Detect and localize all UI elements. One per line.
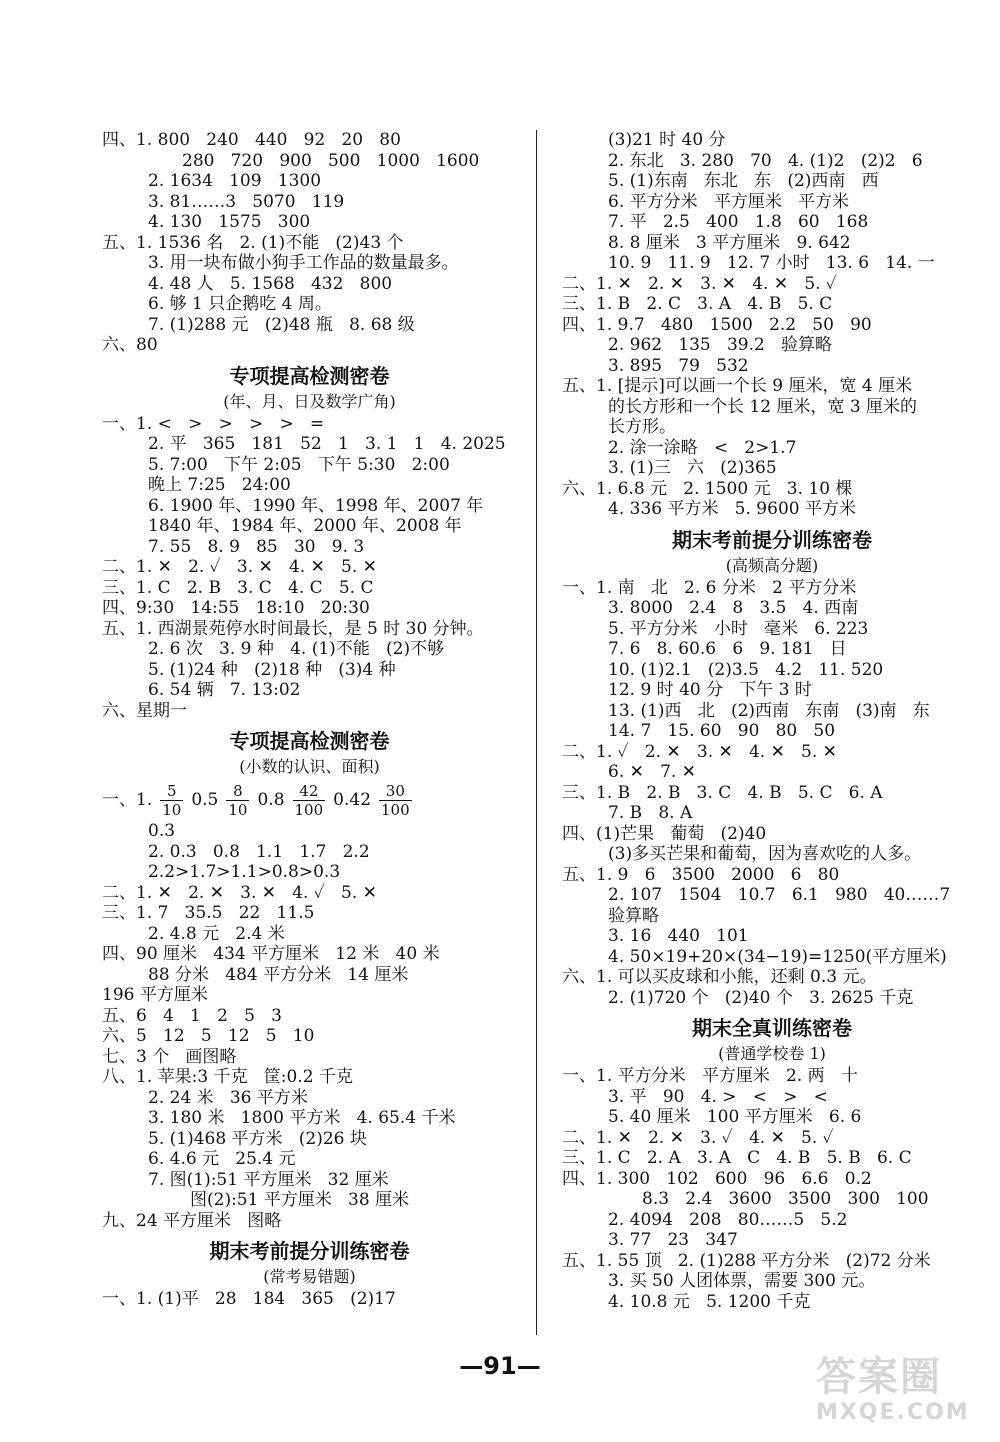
answer-line: 7. B 8. A bbox=[608, 803, 693, 823]
answer-line: 晚上 7:25 24:00 bbox=[148, 475, 291, 495]
answer-line: 7. (1)288 元 (2)48 瓶 8. 68 级 bbox=[148, 314, 415, 335]
answer-line: 一、1. < > > > > = bbox=[102, 413, 325, 434]
answer-line: 2. 4.8 元 2.4 米 bbox=[148, 923, 285, 944]
answer-line: 六、5 12 5 12 5 10 bbox=[102, 1026, 315, 1046]
answer-line: 2. 涂一涂略 < 2>1.7 bbox=[608, 437, 797, 458]
answer-line: 四、1. 9.7 480 1500 2.2 50 90 bbox=[562, 314, 872, 335]
answer-line: 五、1. [提示]可以画一个长 9 厘米，宽 4 厘米 bbox=[562, 376, 913, 396]
answer-line: 二、1. ✓ 2. ✕ 3. ✕ 4. ✕ 5. ✕ bbox=[562, 741, 837, 762]
fraction: $\frac{30}{100}$ bbox=[381, 782, 410, 819]
decimal-value: 0.42 bbox=[333, 790, 372, 810]
answer-line: 2. 6 次 3. 9 种 4. (1)不能 (2)不够 bbox=[148, 639, 445, 659]
answer-line: 3. (1)三 六 (2)365 bbox=[608, 458, 777, 478]
answer-line: 3. 77 23 347 bbox=[608, 1230, 738, 1250]
watermark-text: 答案圈 bbox=[816, 1354, 942, 1400]
section-title: 期末考前提分训练密卷 bbox=[672, 527, 872, 552]
answer-line: 3. 81……3 5070 119 bbox=[148, 191, 345, 212]
answer-line: 3. 买 50 人团体票，需要 300 元。 bbox=[608, 1271, 876, 1291]
answer-line: 10. 9 11. 9 12. 7 小时 13. 6 14. 一 bbox=[608, 253, 935, 273]
answer-line: 六、星期一 bbox=[102, 700, 187, 721]
answer-line: 一、1. 平方分米 平方厘米 2. 两 十 bbox=[562, 1066, 858, 1086]
answer-line: 280 720 900 500 1000 1600 bbox=[182, 150, 480, 171]
answer-line: 二、1. ✕ 2. ✓ 3. ✕ 4. ✕ 5. ✕ bbox=[102, 557, 377, 577]
answer-line: 12. 9 时 40 分 下午 3 时 bbox=[608, 680, 812, 700]
answer-line: 八、1. 苹果:3 千克 筐:0.2 千克 bbox=[102, 1067, 353, 1087]
decimal-value: 0.5 bbox=[191, 790, 219, 810]
answer-line: 一、1. 南 北 2. 6 分米 2 平方分米 bbox=[562, 577, 857, 598]
question-number: 一、1. bbox=[102, 790, 153, 810]
answer-line: 2. 平 365 181 52 1 3. 1 1 4. 2025 bbox=[148, 434, 506, 454]
answer-line: 五、1. 9 6 3500 2000 6 80 bbox=[562, 864, 840, 885]
answer-line: 四、9:30 14:55 18:10 20:30 bbox=[102, 598, 370, 618]
answer-line: 三、1. 7 35.5 22 11.5 bbox=[102, 903, 315, 923]
answer-line: 2. 4094 208 80……5 5.2 bbox=[608, 1209, 848, 1230]
right-column bbox=[562, 130, 982, 1312]
answer-line: 五、6 4 1 2 5 3 bbox=[102, 1005, 282, 1026]
answer-line: 一、1. (1)平 28 184 365 (2)17 bbox=[102, 1289, 396, 1309]
answer-line: 6. 1900 年、1990 年、1998 年、2007 年 bbox=[148, 495, 484, 516]
answer-line: 三、1. B 2. B 3. C 4. B 5. C 6. A bbox=[562, 782, 883, 803]
answer-line: 6. 平方分米 平方厘米 平方米 bbox=[608, 191, 850, 212]
answer-line: 5. (1)24 种 (2)18 种 (3)4 种 bbox=[148, 659, 396, 680]
answer-line: 3. 平 90 4. > < > < bbox=[608, 1086, 828, 1107]
answer-line: (3)21 时 40 分 bbox=[608, 130, 726, 150]
answer-line: 3. 180 米 1800 平方米 4. 65.4 千米 bbox=[148, 1108, 456, 1128]
answer-line: 五、1. 55 顶 2. (1)288 平方分米 (2)72 分米 bbox=[562, 1250, 931, 1271]
answer-line: 二、1. ✕ 2. ✕ 3. ✕ 4. ✓ 5. ✕ bbox=[102, 882, 377, 903]
answer-line: 5. 7:00 下午 2:05 下午 5:30 2:00 bbox=[148, 454, 450, 475]
answer-line: 长方形。 bbox=[608, 417, 676, 437]
answer-line: 的长方形和一个长 12 厘米，宽 3 厘米的 bbox=[608, 396, 918, 417]
section-title: 专项提高检测密卷 bbox=[229, 729, 390, 753]
answer-line: 6. 够 1 只企鹅吃 4 周。 bbox=[148, 294, 332, 314]
section-subtitle: (高频高分题) bbox=[725, 555, 819, 575]
answer-line: 3. 895 79 532 bbox=[608, 355, 749, 376]
answer-line: 2. (1)720 个 (2)40 个 3. 2625 千克 bbox=[608, 987, 914, 1008]
answer-line: 8. 8 厘米 3 平方厘米 9. 642 bbox=[608, 232, 851, 253]
answer-line: 7. 55 8. 9 85 30 9. 3 bbox=[148, 536, 365, 557]
answer-line: 3. 用一块布做小狗手工作品的数量最多。 bbox=[148, 253, 459, 273]
answer-line: 4. 50×19+20×(34−19)=1250(平方厘米) bbox=[608, 946, 947, 967]
answer-line: 8.3 2.4 3600 3500 300 100 bbox=[642, 1189, 929, 1209]
answer-line: 196 平方厘米 bbox=[102, 985, 208, 1005]
answer-line: 6. ✕ 7. ✕ bbox=[608, 762, 696, 782]
answer-line: 2. 107 1504 10.7 6.1 980 40……7 bbox=[608, 885, 951, 905]
section-subtitle: (普通学校卷 1) bbox=[718, 1044, 826, 1063]
answer-line: 四、(1)芒果 葡萄 (2)40 bbox=[562, 823, 767, 844]
answer-line: 2. 0.3 0.8 1.1 1.7 2.2 bbox=[148, 841, 370, 862]
answer-line: 六、1. 可以买皮球和小熊，还剩 0.3 元。 bbox=[562, 967, 877, 987]
answer-line: 图(2):51 平方厘米 38 厘米 bbox=[190, 1190, 410, 1210]
watermark-url: MXQE.COM bbox=[816, 1400, 970, 1425]
answer-line: 七、3 个 画图略 bbox=[102, 1046, 237, 1067]
answer-line: 5. 40 厘米 100 平方厘米 6. 6 bbox=[608, 1107, 862, 1127]
answer-line: 1840 年、1984 年、2000 年、2008 年 bbox=[148, 516, 462, 536]
section-subtitle: (小数的认识、面积) bbox=[239, 757, 380, 776]
answer-line: 13. (1)西 北 (2)西南 东南 (3)南 东 bbox=[608, 700, 930, 721]
answer-line: 三、1. B 2. C 3. A 4. B 5. C bbox=[562, 294, 833, 314]
column-divider bbox=[536, 130, 537, 1335]
answer-line: 2. 1634 109 1300 bbox=[148, 171, 322, 191]
answer-line: 4. 336 平方米 5. 9600 平方米 bbox=[608, 499, 856, 519]
left-column bbox=[102, 130, 517, 1310]
answer-line: 2. 24 米 36 平方米 bbox=[148, 1087, 308, 1108]
answer-line: 二、1. ✕ 2. ✕ 3. ✓ 4. ✕ 5. ✓ bbox=[562, 1127, 834, 1148]
answer-line: 验算略 bbox=[608, 905, 659, 926]
answer-line: 二、1. ✕ 2. ✕ 3. ✕ 4. ✕ 5. ✓ bbox=[562, 273, 837, 294]
answer-line: 三、1. C 2. A 3. A C 4. B 5. B 6. C bbox=[562, 1148, 912, 1168]
answer-line: 四、90 厘米 434 平方厘米 12 米 40 米 bbox=[102, 944, 440, 964]
answer-line: 四、1. 800 240 440 92 20 80 bbox=[102, 130, 401, 150]
answer-line: 4. 130 1575 300 bbox=[148, 212, 311, 232]
answer-line: 2.2>1.7>1.1>0.8>0.3 bbox=[148, 862, 341, 882]
section-subtitle: (常考易错题) bbox=[263, 1267, 356, 1286]
answer-line: 九、24 平方厘米 图略 bbox=[102, 1210, 282, 1231]
answer-line: 7. 平 2.5 400 1.8 60 168 bbox=[608, 212, 869, 232]
answer-line: 5. 平方分米 小时 毫米 6. 223 bbox=[608, 618, 869, 639]
answer-line: 五、1. 1536 名 2. (1)不能 (2)43 个 bbox=[102, 232, 404, 253]
fraction: $\frac{8}{10}$ bbox=[228, 782, 248, 819]
answer-line: 四、1. 300 102 600 96 6.6 0.2 bbox=[562, 1168, 872, 1189]
watermark-logo bbox=[816, 1354, 986, 1432]
answer-line: 5. (1)东南 东北 东 (2)西南 西 bbox=[608, 171, 879, 191]
answer-line: 10. (1)2.1 (2)3.5 4.2 11. 520 bbox=[608, 659, 884, 680]
answer-line: 6. 4.6 元 25.4 元 bbox=[148, 1149, 296, 1169]
page-number: —91— bbox=[459, 1352, 541, 1380]
answer-line: 五、1. 西湖景苑停水时间最长，是 5 时 30 分钟。 bbox=[102, 618, 484, 639]
answer-line: 88 分米 484 平方分米 14 厘米 bbox=[148, 964, 409, 985]
section-title: 专项提高检测密卷 bbox=[229, 363, 390, 388]
answer-line: 三、1. C 2. B 3. C 4. C 5. C bbox=[102, 577, 374, 598]
answer-line: 5. (1)468 平方米 (2)26 块 bbox=[148, 1128, 367, 1149]
answer-line: 2. 962 135 39.2 验算略 bbox=[608, 335, 833, 355]
answer-line: 4. 10.8 元 5. 1200 千克 bbox=[608, 1291, 811, 1312]
fraction: $\frac{5}{10}$ bbox=[162, 782, 182, 819]
answer-line: 0.3 bbox=[148, 821, 176, 841]
fraction-answer-row bbox=[102, 779, 517, 821]
answer-line: 7. 6 8. 60.6 6 9. 181 日 bbox=[608, 639, 847, 659]
decimal-value: 0.8 bbox=[257, 790, 285, 810]
answer-line: 2. 东北 3. 280 70 4. (1)2 (2)2 6 bbox=[608, 150, 923, 171]
answer-line: 14. 7 15. 60 90 80 50 bbox=[608, 721, 836, 741]
answer-line: 六、1. 6.8 元 2. 1500 元 3. 10 棵 bbox=[562, 478, 853, 499]
answer-line: 3. 16 440 101 bbox=[608, 926, 749, 946]
section-title: 期末全真训练密卷 bbox=[692, 1016, 852, 1040]
answer-line: 3. 8000 2.4 8 3.5 4. 西南 bbox=[608, 598, 859, 618]
answer-line: 4. 48 人 5. 1568 432 800 bbox=[148, 273, 393, 294]
section-title: 期末考前提分训练密卷 bbox=[209, 1239, 410, 1263]
answer-line: 6. 54 辆 7. 13:02 bbox=[148, 680, 301, 700]
answer-line: 六、80 bbox=[102, 335, 158, 355]
answer-line: 7. 图(1):51 平方厘米 32 厘米 bbox=[148, 1169, 389, 1190]
section-subtitle: (年、月、日及数学广角) bbox=[223, 391, 396, 411]
answer-line: (3)多买芒果和葡萄，因为喜欢吃的人多。 bbox=[608, 844, 922, 864]
fraction: $\frac{42}{100}$ bbox=[294, 782, 324, 819]
